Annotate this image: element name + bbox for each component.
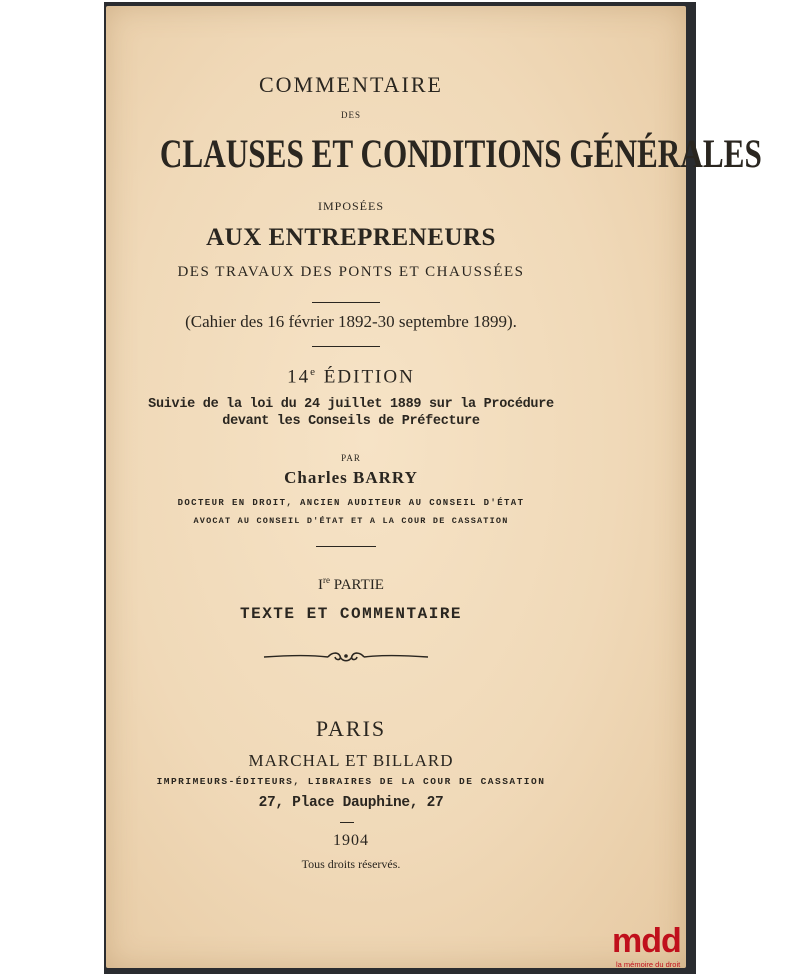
publisher-address: 27, Place Dauphine, 27 xyxy=(258,795,444,811)
title-imposees: IMPOSÉES xyxy=(317,199,384,213)
par-label: PAR xyxy=(341,453,361,463)
edition-label xyxy=(106,366,596,388)
publisher-description: IMPRIMEURS-ÉDITEURS, LIBRAIRES DE LA COUR DE CASSATION xyxy=(156,776,546,787)
author-credentials-2: AVOCAT AU CONSEIL D'ÉTAT ET A LA COUR DE CASSATION xyxy=(193,516,509,526)
divider-rule xyxy=(312,302,380,303)
cahier-dates: (Cahier des 16 février 1892-30 septembre 1899). xyxy=(185,312,517,331)
logo-text: mdd xyxy=(612,922,681,960)
publication-city: PARIS xyxy=(315,716,387,741)
partie-word: PARTIE xyxy=(330,577,384,593)
divider-rule xyxy=(312,346,380,347)
title-aux-entrepreneurs: AUX ENTREPRENEURS xyxy=(206,224,496,251)
divider-rule xyxy=(340,822,354,823)
publisher-name: MARCHAL ET BILLARD xyxy=(248,751,454,770)
divider-rule xyxy=(316,546,376,547)
partie-superscript: re xyxy=(323,575,330,585)
title-commentaire: COMMENTAIRE xyxy=(258,72,443,97)
author-credentials-1: DOCTEUR EN DROIT, ANCIEN AUDITEUR AU CONSEIL D'ÉTAT xyxy=(177,498,525,508)
title-des: DES xyxy=(340,110,361,120)
edition-superscript: e xyxy=(310,366,318,378)
devant-line: devant les Conseils de Préfecture xyxy=(222,414,480,429)
suivie-line: Suivie de la loi du 24 juillet 1889 sur la Procédure xyxy=(148,397,554,412)
main-title: CLAUSES ET CONDITIONS GÉNÉRALES xyxy=(159,131,762,176)
partie-number: I xyxy=(318,577,323,593)
edition-number: 14 xyxy=(287,366,311,388)
logo-subtitle: la mémoire du droit xyxy=(616,960,681,969)
edition-word: ÉDITION xyxy=(317,366,415,388)
author-name: Charles BARRY xyxy=(284,468,418,487)
title-travaux: DES TRAVAUX DES PONTS ET CHAUSSÉES xyxy=(177,264,525,280)
partie-label xyxy=(106,575,596,594)
publication-year: 1904 xyxy=(333,832,369,849)
section-title: TEXTE ET COMMENTAIRE xyxy=(239,605,463,623)
rights-notice: Tous droits réservés. xyxy=(301,857,401,871)
mdd-logo xyxy=(612,924,696,968)
ornament-flourish-icon xyxy=(262,648,430,666)
